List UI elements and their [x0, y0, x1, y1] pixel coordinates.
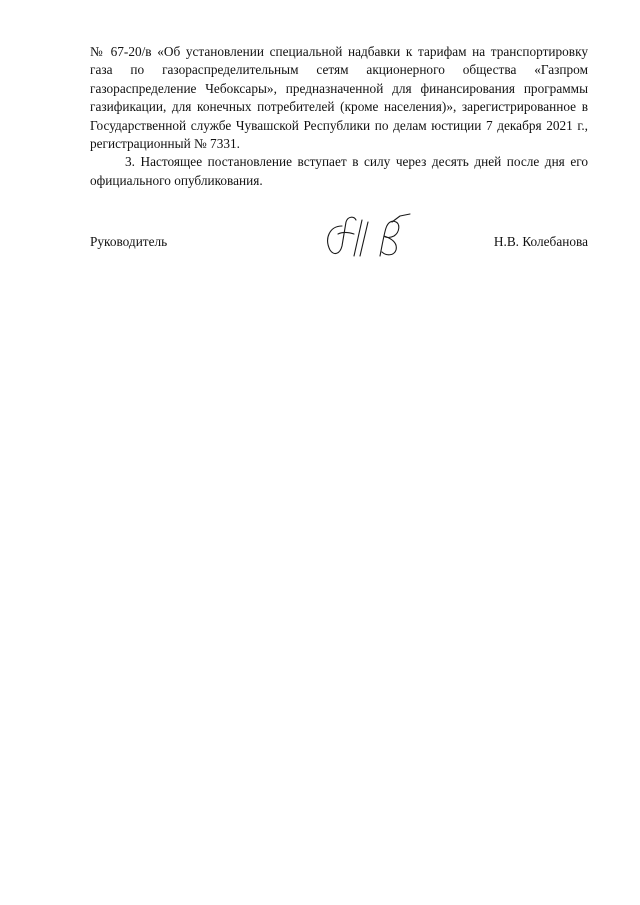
paragraph-registration: № 67-20/в «Об установлении специальной надбавки к тарифам на транспортировку газа по газораспределительным сетям акционерного общества «Газпром газораспределение Чебоксары», предназначенной для финансирования программы газификации, для конечных потребителей (кроме населения)», зарегистрированное в Государственной службе Чувашской Республики по делам юстиции 7 декабря 2021 г., регистрационный № 7331.	[90, 44, 588, 152]
document-body	[90, 43, 588, 190]
signatory-name: Н.В. Колебанова	[493, 234, 588, 249]
signatory-title: Руководитель	[90, 234, 168, 249]
signature-block	[90, 212, 588, 262]
paragraph-effective-date: 3. Настоящее постановление вступает в силу через десять дней после дня его официального опубликования.	[90, 154, 588, 188]
handwritten-signature	[320, 212, 420, 262]
